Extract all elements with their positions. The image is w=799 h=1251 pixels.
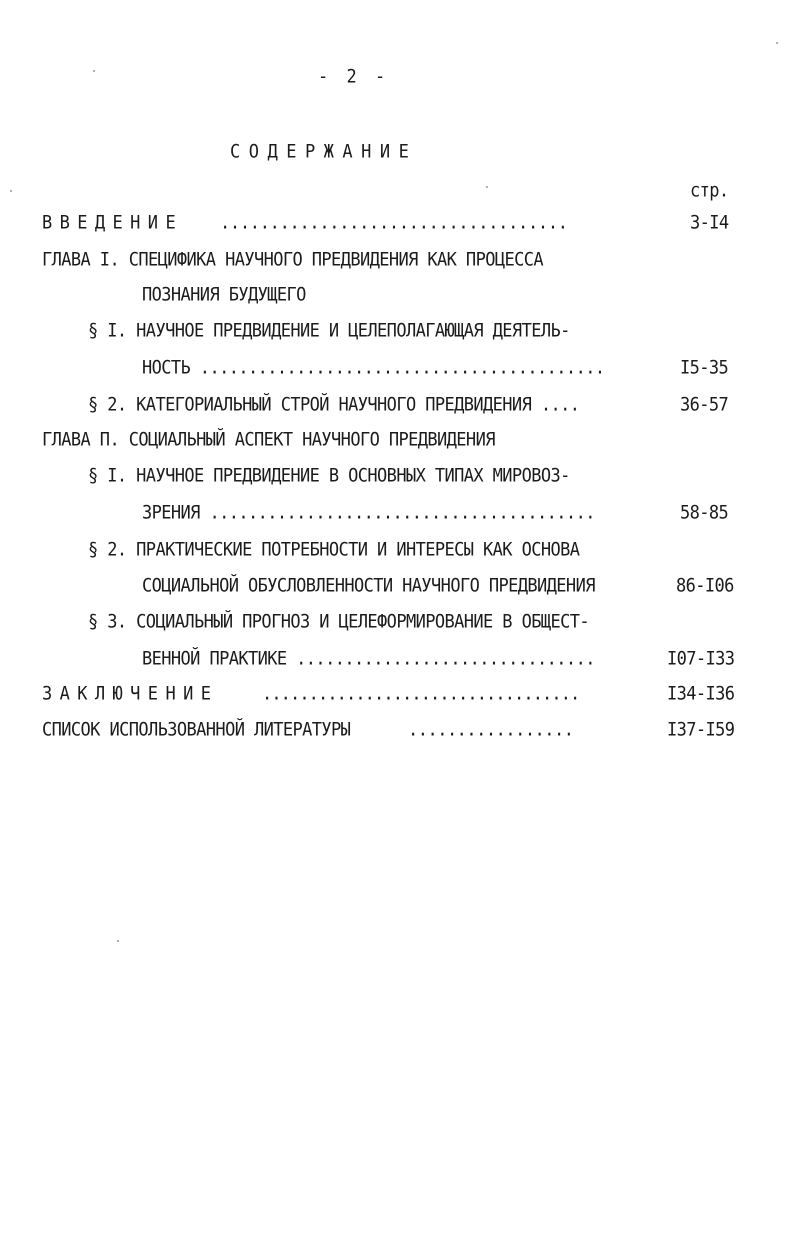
toc-page-range: 3-I4 <box>690 211 729 235</box>
section-heading-continued: ВЕННОЙ ПРАКТИКЕ ............................... <box>142 647 595 671</box>
section-heading: § 2. КАТЕГОРИАЛЬНЫЙ СТРОЙ НАУЧНОГО ПРЕДВИДЕНИЯ .... <box>88 393 580 417</box>
toc-entry-label: ЗАКЛЮЧЕНИЕ <box>42 682 219 706</box>
toc-entry-label: СПИСОК ИСПОЛЬЗОВАННОЙ ЛИТЕРАТУРЫ <box>42 718 351 742</box>
toc-page-range: I34-I36 <box>667 682 735 706</box>
scan-speck <box>10 190 12 192</box>
toc-page-range: I07-I33 <box>667 647 735 671</box>
toc-leader: ................. <box>408 718 574 742</box>
toc-leader: .................................. <box>262 682 580 706</box>
scan-speck <box>93 70 95 72</box>
section-heading: § 3. СОЦИАЛЬНЫЙ ПРОГНОЗ И ЦЕЛЕФОРМИРОВАНИЕ В ОБЩЕСТ- <box>88 610 590 634</box>
scan-speck <box>117 940 119 942</box>
toc-page-range: 86-I06 <box>676 574 734 598</box>
scan-speck <box>776 42 778 44</box>
section-heading-continued: СОЦИАЛЬНОЙ ОБУСЛОВЛЕННОСТИ НАУЧНОГО ПРЕДВИДЕНИЯ <box>142 574 595 598</box>
chapter-heading: ГЛАВА П. СОЦИАЛЬНЫЙ АСПЕКТ НАУЧНОГО ПРЕДВИДЕНИЯ <box>42 428 495 452</box>
chapter-heading: ГЛАВА I. СПЕЦИФИКА НАУЧНОГО ПРЕДВИДЕНИЯ КАК ПРОЦЕССА <box>42 248 544 272</box>
scan-speck <box>486 186 488 188</box>
page-column-header: стр. <box>690 179 729 203</box>
chapter-heading-continued: ПОЗНАНИЯ БУДУЩЕГО <box>142 283 306 307</box>
toc-leader: ................................... <box>220 211 568 235</box>
section-heading: § I. НАУЧНОЕ ПРЕДВИДЕНИЕ И ЦЕЛЕПОЛАГАЮЩАЯ ДЕЯТЕЛЬ- <box>88 319 570 343</box>
page-number: - 2 - <box>318 65 390 89</box>
toc-page-range: 36-57 <box>680 393 729 417</box>
toc-page-range: 58-85 <box>680 501 729 525</box>
toc-entry-label: ВВЕДЕНИЕ <box>42 211 184 235</box>
toc-page-range: I5-35 <box>680 356 729 380</box>
toc-page-range: I37-I59 <box>667 718 735 742</box>
section-heading-continued: ЗРЕНИЯ ........................................ <box>142 501 595 525</box>
section-heading-continued: НОСТЬ .......................................... <box>142 356 605 380</box>
section-heading: § I. НАУЧНОЕ ПРЕДВИДЕНИЕ В ОСНОВНЫХ ТИПАХ МИРОВОЗ- <box>88 464 570 488</box>
section-heading: § 2. ПРАКТИЧЕСКИЕ ПОТРЕБНОСТИ И ИНТЕРЕСЫ КАК ОСНОВА <box>88 538 580 562</box>
page-title: СОДЕРЖАНИЕ <box>230 140 418 164</box>
